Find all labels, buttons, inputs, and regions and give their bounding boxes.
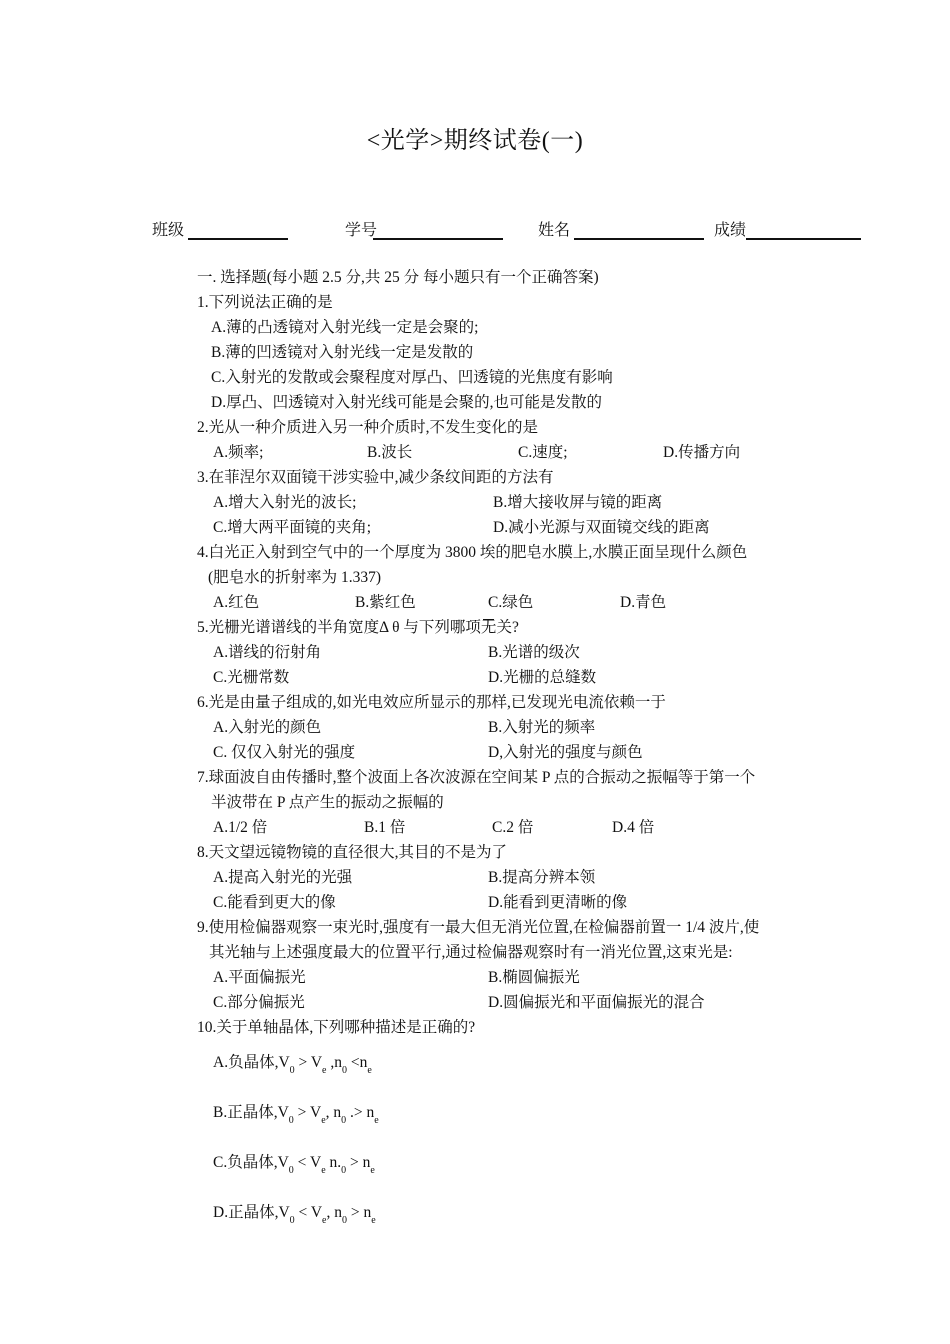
question-5-stem: [197, 618, 519, 638]
question-2-option-d: D.传播方向: [663, 444, 741, 461]
question-7-stem-continued: 半波带在 P 点产生的振动之振幅的: [211, 794, 444, 811]
question-6-option-d: D,入射光的强度与颜色: [488, 744, 643, 761]
question-4-option-c: C.绿色: [488, 594, 534, 611]
question-10-stem: 10.关于单轴晶体,下列哪种描述是正确的?: [197, 1019, 476, 1036]
question-9-stem: 9.使用检偏器观察一束光时,强度有一最大但无消光位置,在检偏器前置一 1/4 波片,使: [197, 919, 760, 936]
question-7-option-b: B.1 倍: [364, 819, 406, 836]
class-field[interactable]: [188, 238, 288, 240]
question-5-option-a: A.谱线的衍射角: [213, 644, 322, 661]
question-5-option-d: D.光栅的总缝数: [488, 669, 597, 686]
question-1-option-a: A.薄的凸透镜对入射光线一定是会聚的;: [211, 319, 479, 336]
question-5-option-b: B.光谱的级次: [488, 644, 580, 661]
question-4-stem-continued: (肥皂水的折射率为 1.337): [208, 569, 382, 586]
question-8-option-d: D.能看到更清晰的像: [488, 894, 628, 911]
question-1-option-d: D.厚凸、凹透镜对入射光线可能是会聚的,也可能是发散的: [211, 394, 602, 411]
question-4-stem: 4.白光正入射到空气中的一个厚度为 3800 埃的肥皂水膜上,水膜正面呈现什么颜色: [197, 544, 748, 561]
score-label: 成绩: [714, 222, 747, 239]
question-9-option-d: D.圆偏振光和平面偏振光的混合: [488, 994, 705, 1011]
question-5-option-c: C.光栅常数: [213, 669, 290, 686]
question-10-option-a: A.负晶体$,V_0 > V_e$ $,n_0 <n_e$: [213, 1054, 372, 1076]
name-field[interactable]: [574, 238, 704, 240]
question-7-stem: 7.球面波自由传播时,整个波面上各次波源在空间某 P 点的合振动之振幅等于第一个: [197, 769, 756, 786]
section-heading: 一. 选择题(每小题 2.5 分,共 25 分 每小题只有一个正确答案): [197, 269, 599, 286]
question-10-option-b: B.正晶体$,V_0 > V_e$, $n_0$ .> $n_e$: [213, 1104, 379, 1126]
question-3-option-a: A.增大入射光的波长;: [213, 494, 357, 511]
question-9-option-b: B.椭圆偏振光: [488, 969, 580, 986]
question-6-option-b: B.入射光的频率: [488, 719, 596, 736]
question-5-stem-text: 5.光栅光谱谱线的半角宽度Δ θ 与下列哪项: [197, 619, 481, 636]
question-9-option-c: C.部分偏振光: [213, 994, 305, 1011]
question-6-option-c: C. 仅仅入射光的强度: [213, 744, 356, 761]
question-9-stem-continued: 其光轴与上述强度最大的位置平行,通过检偏器观察时有一消光位置,这束光是:: [209, 944, 733, 961]
question-7-option-a: A.1/2 倍: [213, 819, 268, 836]
score-field[interactable]: [746, 238, 861, 240]
question-8-option-a: A.提高入射光的光强: [213, 869, 353, 886]
question-2-option-a: A.频率;: [213, 444, 264, 461]
question-3-stem: 3.在菲涅尔双面镜干涉实验中,减少条纹间距的方法有: [197, 469, 554, 486]
question-5-emphasis-mark: 无: [480, 619, 497, 636]
name-label: 姓名: [538, 222, 571, 239]
question-1-option-c: C.入射光的发散或会聚程度对厚凸、凹透镜的光焦度有影响: [211, 369, 613, 386]
class-label: 班级: [152, 222, 185, 239]
question-7-option-c: C.2 倍: [492, 819, 534, 836]
question-7-option-d: D.4 倍: [612, 819, 655, 836]
question-9-option-a: A.平面偏振光: [213, 969, 306, 986]
question-10-option-c: C.负晶体$,V_0 < V_e$ $n._0 > n_e$: [213, 1154, 375, 1176]
question-2-option-b: B.波长: [367, 444, 413, 461]
question-4-option-d: D.青色: [620, 594, 667, 611]
student-id-field[interactable]: [373, 238, 503, 240]
question-6-stem: 6.光是由量子组成的,如光电效应所显示的那样,已发现光电流依赖一于: [197, 694, 666, 711]
question-8-option-c: C.能看到更大的像: [213, 894, 336, 911]
question-8-stem: 8.天文望远镜物镜的直径很大,其目的不是为了: [197, 844, 508, 861]
question-2-stem: 2.光从一种介质进入另一种介质时,不发生变化的是: [197, 419, 539, 436]
student-id-label: 学号: [345, 222, 378, 239]
question-10-option-d: D.正晶体$,V_0 < V_e$, $n_0 > n_e$: [213, 1204, 376, 1226]
question-4-option-b: B.紫红色: [355, 594, 416, 611]
page-title: <光学>期终试卷(一): [366, 128, 584, 154]
question-5-stem-end: 关?: [496, 619, 519, 636]
question-4-option-a: A.红色: [213, 594, 260, 611]
question-6-option-a: A.入射光的颜色: [213, 719, 322, 736]
question-2-option-c: C.速度;: [518, 444, 568, 461]
question-3-option-c: C.增大两平面镜的夹角;: [213, 519, 372, 536]
question-1-option-b: B.薄的凹透镜对入射光线一定是发散的: [211, 344, 474, 361]
question-3-option-b: B.增大接收屏与镜的距离: [493, 494, 663, 511]
question-8-option-b: B.提高分辨本领: [488, 869, 596, 886]
question-3-option-d: D.减小光源与双面镜交线的距离: [493, 519, 710, 536]
question-1-stem: 1.下列说法正确的是: [197, 294, 333, 311]
